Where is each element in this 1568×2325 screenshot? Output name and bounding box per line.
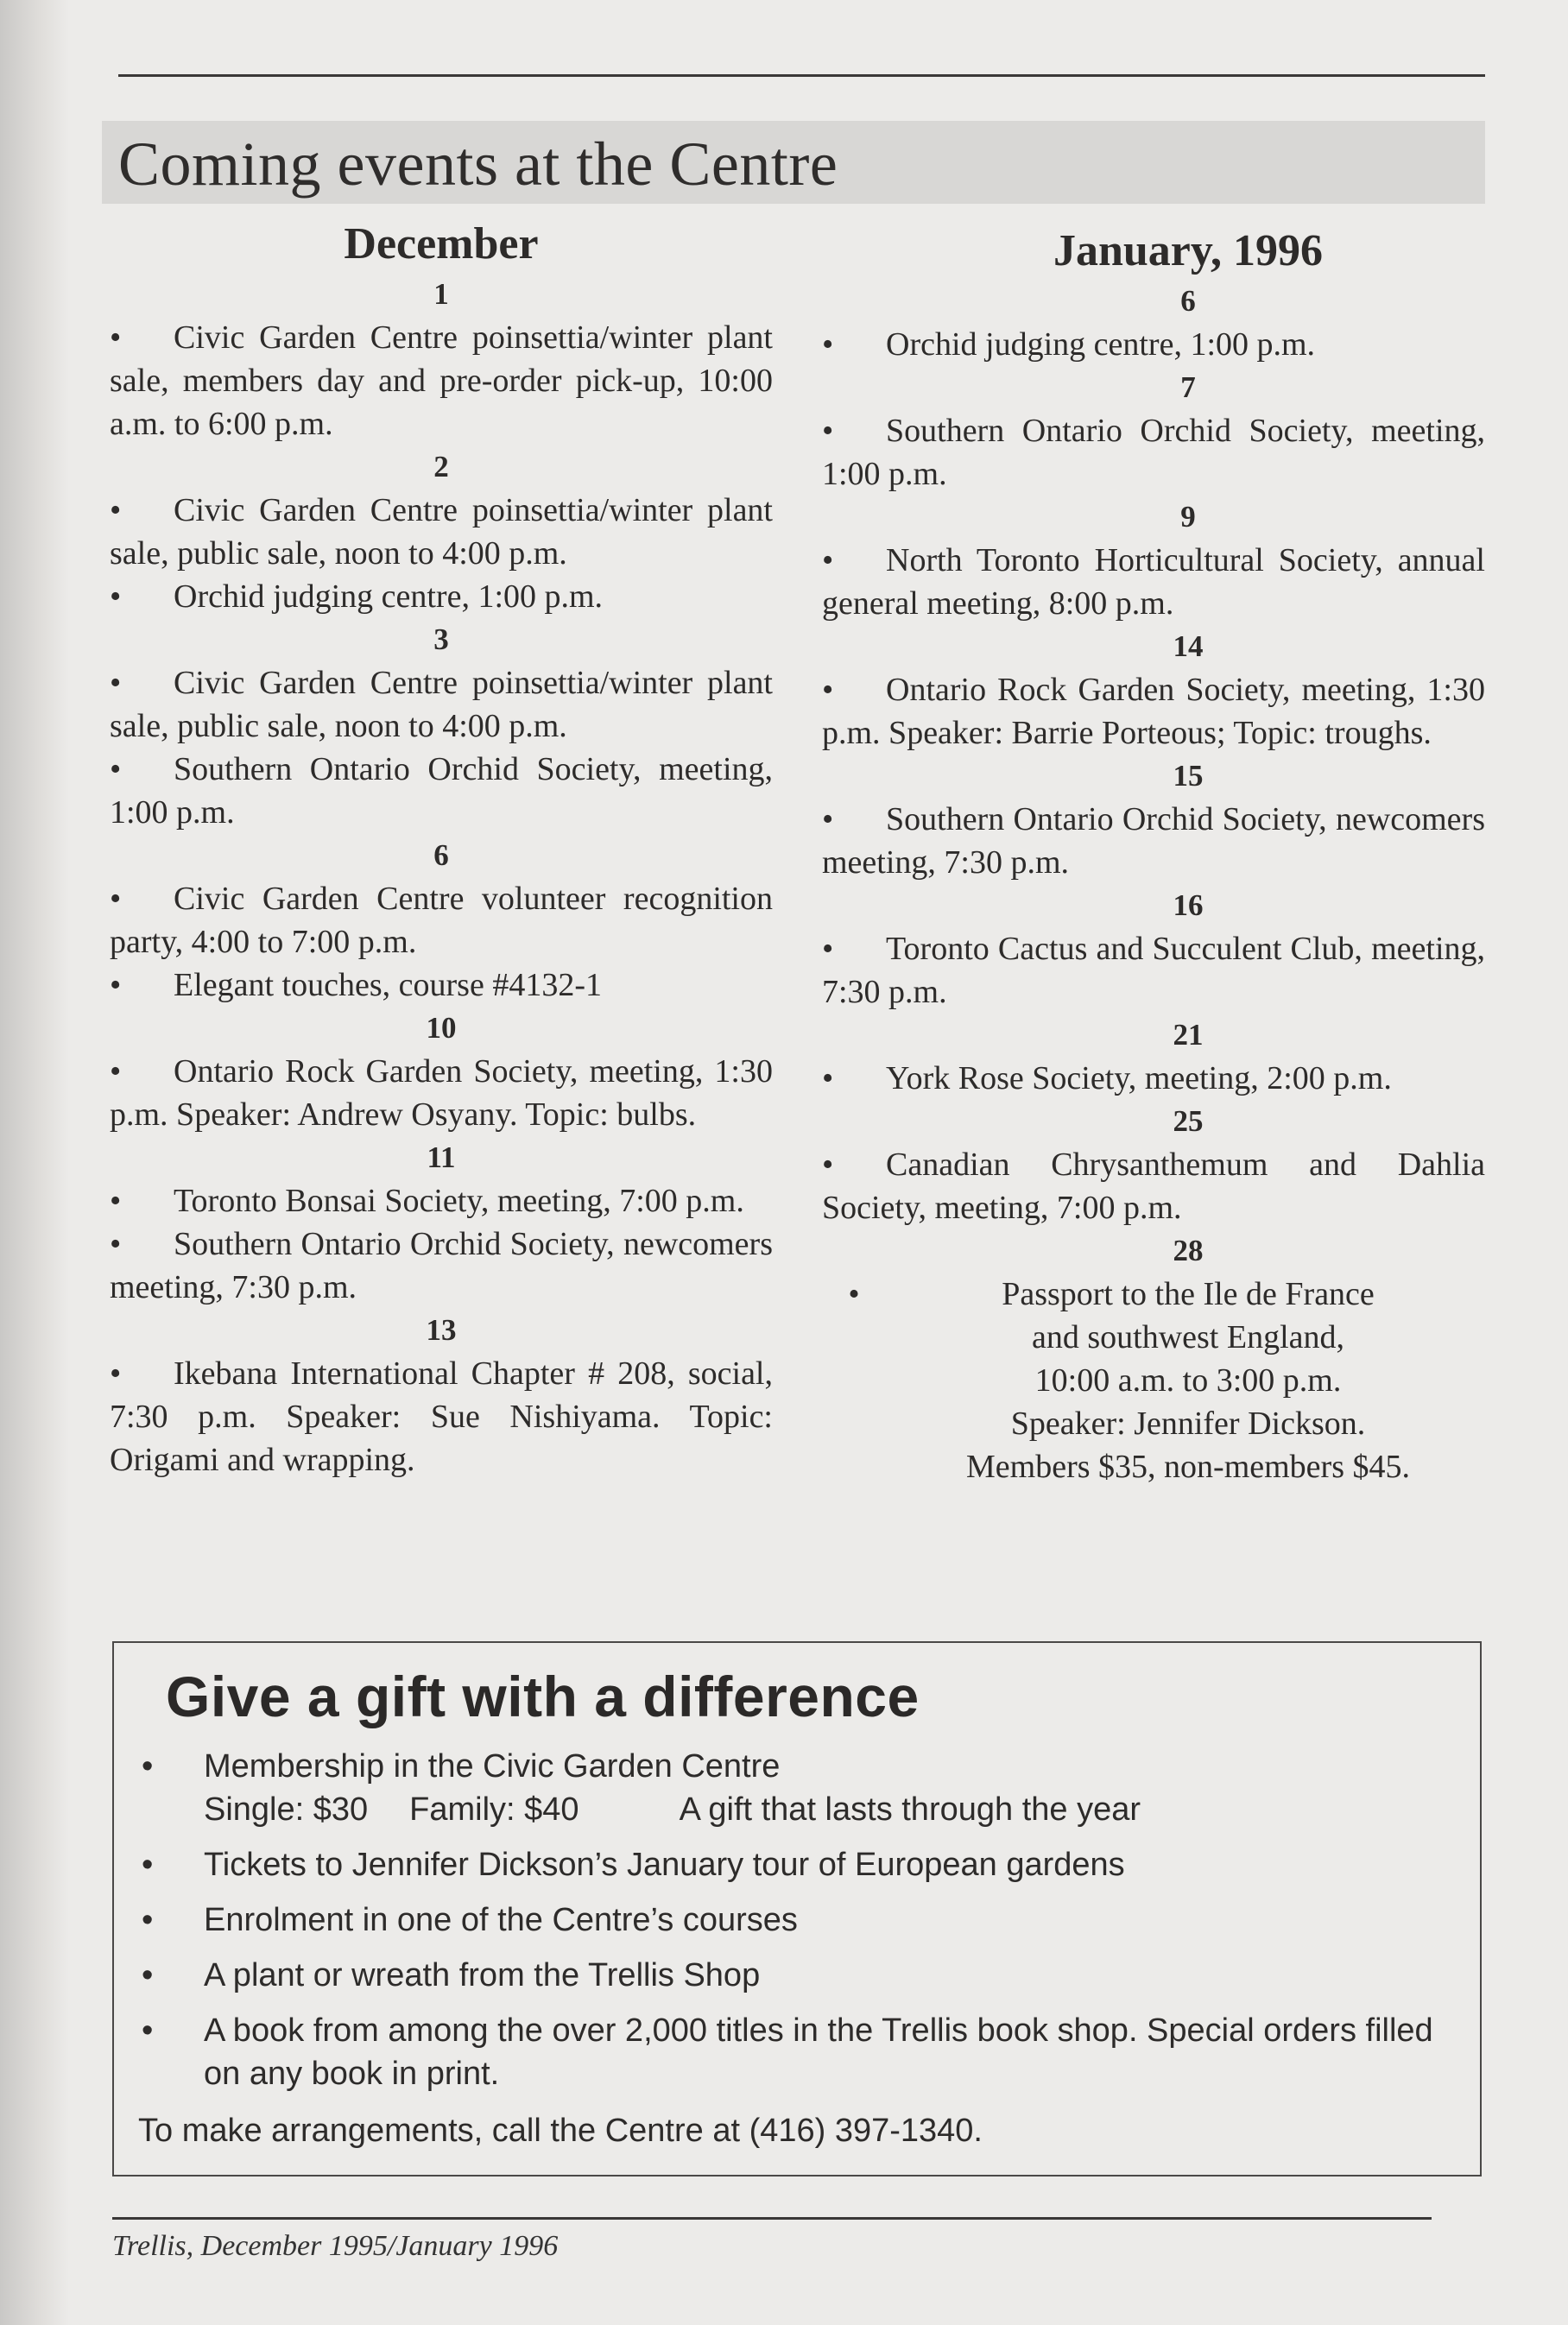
- bullet-icon: •: [110, 967, 122, 1003]
- bullet-icon: •: [822, 413, 834, 449]
- bullet-icon: •: [110, 492, 122, 528]
- bottom-rule: [112, 2217, 1432, 2220]
- gift-item-text: A book from among the over 2,000 titles in the Trellis book shop. Special orders filled on any book in print.: [204, 2012, 1433, 2092]
- event-text: Elegant touches, course #4132-1: [174, 967, 602, 1003]
- event-text: Ontario Rock Garden Society, meeting, 1:30 p.m. Speaker: Barrie Porteous; Topic: troughs.: [822, 672, 1485, 751]
- event-item: [110, 963, 773, 1007]
- event-item: [110, 1179, 773, 1223]
- day-number: 15: [1173, 759, 1204, 793]
- day-number: 11: [427, 1140, 456, 1174]
- family-price: Family: $40: [409, 1791, 579, 1828]
- membership-prices: [204, 1788, 1445, 1831]
- event-text: Civic Garden Centre volunteer recognition party, 4:00 to 7:00 p.m.: [110, 881, 773, 960]
- event-item: [822, 1273, 1485, 1488]
- event-text: Southern Ontario Orchid Society, meeting, 1:00 p.m.: [822, 413, 1485, 492]
- event-text: Toronto Bonsai Society, meeting, 7:00 p.m.: [174, 1183, 744, 1219]
- membership-tagline: A gift that lasts through the year: [679, 1791, 1141, 1828]
- bullet-icon: •: [822, 801, 834, 837]
- event-item: [110, 575, 773, 618]
- day-number: 1: [433, 277, 449, 311]
- day-number: 25: [1173, 1104, 1204, 1138]
- bullet-icon: •: [142, 1957, 154, 1993]
- bullet-icon: •: [110, 1355, 122, 1392]
- gift-item: [133, 1954, 1445, 1997]
- event-line: and southwest England,: [1031, 1319, 1344, 1355]
- day-number: 3: [433, 622, 449, 656]
- bullet-icon: •: [142, 2012, 154, 2049]
- gift-list: [133, 1745, 1445, 2107]
- bullet-icon: •: [822, 326, 834, 363]
- gift-item: [133, 1843, 1445, 1886]
- event-text: Ontario Rock Garden Society, meeting, 1:30 p.m. Speaker: Andrew Osyany. Topic: bulbs.: [110, 1053, 773, 1133]
- day-number: 13: [426, 1313, 457, 1347]
- day-number: 14: [1173, 629, 1204, 663]
- event-item: [822, 927, 1485, 1014]
- month-heading: December: [344, 219, 539, 269]
- bullet-icon: •: [822, 1147, 834, 1183]
- event-item: [822, 539, 1485, 625]
- page-binding-shadow: [0, 0, 69, 2325]
- day-number: 6: [1180, 284, 1196, 318]
- event-item: [110, 661, 773, 748]
- gift-item-text: Tickets to Jennifer Dickson’s January tour of European gardens: [204, 1847, 1125, 1883]
- event-text: Ikebana International Chapter # 208, social, 7:30 p.m. Speaker: Sue Nishiyama. Topic: Origami and wrapping.: [110, 1355, 773, 1478]
- event-text: Civic Garden Centre poinsettia/winter plant sale, public sale, noon to 4:00 p.m.: [110, 492, 773, 572]
- event-text: Toronto Cactus and Succulent Club, meeting, 7:30 p.m.: [822, 931, 1485, 1010]
- bullet-icon: •: [110, 578, 122, 615]
- membership-label: Membership in the Civic Garden Centre: [204, 1748, 781, 1785]
- month-heading: January, 1996: [1053, 226, 1324, 275]
- event-item: [822, 1143, 1485, 1229]
- bullet-icon: •: [142, 1847, 154, 1883]
- bullet-icon: •: [822, 1060, 834, 1096]
- event-item: [110, 316, 773, 445]
- event-item: [110, 1050, 773, 1136]
- gift-item-text: A plant or wreath from the Trellis Shop: [204, 1957, 761, 1993]
- event-item: [110, 748, 773, 834]
- event-text: Orchid judging centre, 1:00 p.m.: [174, 578, 604, 615]
- top-rule: [118, 74, 1485, 77]
- bullet-icon: •: [110, 1226, 122, 1262]
- event-item: [822, 323, 1485, 366]
- gift-title: Give a gift with a difference: [166, 1665, 920, 1728]
- bullet-icon: •: [142, 1748, 154, 1785]
- bullet-icon: •: [110, 881, 122, 917]
- page-title: Coming events at the Centre: [118, 130, 838, 199]
- event-text: Southern Ontario Orchid Society, meeting, 1:00 p.m.: [110, 751, 773, 831]
- bullet-icon: •: [110, 665, 122, 701]
- bullet-icon: •: [848, 1276, 860, 1312]
- day-number: 2: [433, 450, 449, 483]
- event-item: [822, 668, 1485, 755]
- bullet-icon: •: [142, 1902, 154, 1938]
- event-line: Passport to the Ile de France: [1002, 1276, 1375, 1312]
- event-line: 10:00 a.m. to 3:00 p.m.: [1034, 1362, 1342, 1399]
- january-column: [822, 211, 1485, 1488]
- bullet-icon: •: [110, 1053, 122, 1090]
- event-line: Members $35, non-members $45.: [966, 1449, 1410, 1485]
- bullet-icon: •: [110, 751, 122, 787]
- single-price: Single: $30: [204, 1791, 369, 1828]
- day-number: 7: [1180, 370, 1196, 404]
- event-text: Southern Ontario Orchid Society, newcomers meeting, 7:30 p.m.: [822, 801, 1485, 881]
- gift-item-membership: [133, 1745, 1445, 1831]
- event-text: Civic Garden Centre poinsettia/winter plant sale, members day and pre-order pick-up, 10:00 a.m. to 6:00 p.m.: [110, 319, 773, 442]
- event-item: [110, 1352, 773, 1482]
- day-number: 28: [1173, 1234, 1204, 1267]
- event-text: Canadian Chrysanthemum and Dahlia Society, meeting, 7:00 p.m.: [822, 1147, 1485, 1226]
- day-number: 9: [1180, 500, 1196, 534]
- day-number: 21: [1173, 1018, 1204, 1052]
- bullet-icon: •: [110, 1183, 122, 1219]
- gift-contact: To make arrangements, call the Centre at (416) 397-1340.: [138, 2113, 983, 2149]
- event-text: Orchid judging centre, 1:00 p.m.: [886, 326, 1316, 363]
- bullet-icon: •: [822, 542, 834, 578]
- event-item: [110, 489, 773, 575]
- page-footer: Trellis, December 1995/January 1996: [112, 2230, 559, 2262]
- gift-item: [133, 1899, 1445, 1942]
- day-number: 6: [433, 838, 449, 872]
- bullet-icon: •: [822, 931, 834, 967]
- event-item: [822, 1057, 1485, 1100]
- gift-box: [112, 1641, 1482, 2177]
- december-column: [110, 211, 773, 1482]
- day-number: 10: [426, 1011, 457, 1045]
- event-text: York Rose Society, meeting, 2:00 p.m.: [886, 1060, 1392, 1096]
- event-item: [822, 409, 1485, 496]
- event-text: Civic Garden Centre poinsettia/winter plant sale, public sale, noon to 4:00 p.m.: [110, 665, 773, 744]
- bullet-icon: •: [110, 319, 122, 356]
- event-text: Southern Ontario Orchid Society, newcomers meeting, 7:30 p.m.: [110, 1226, 773, 1305]
- event-item: [110, 877, 773, 963]
- event-item: [822, 798, 1485, 884]
- day-number: 16: [1173, 888, 1204, 922]
- event-line: Speaker: Jennifer Dickson.: [1010, 1406, 1366, 1442]
- gift-item: [133, 2009, 1445, 2095]
- gift-item-text: Enrolment in one of the Centre’s courses: [204, 1902, 798, 1938]
- bullet-icon: •: [822, 672, 834, 708]
- event-item: [110, 1223, 773, 1309]
- event-text: North Toronto Horticultural Society, annual general meeting, 8:00 p.m.: [822, 542, 1485, 622]
